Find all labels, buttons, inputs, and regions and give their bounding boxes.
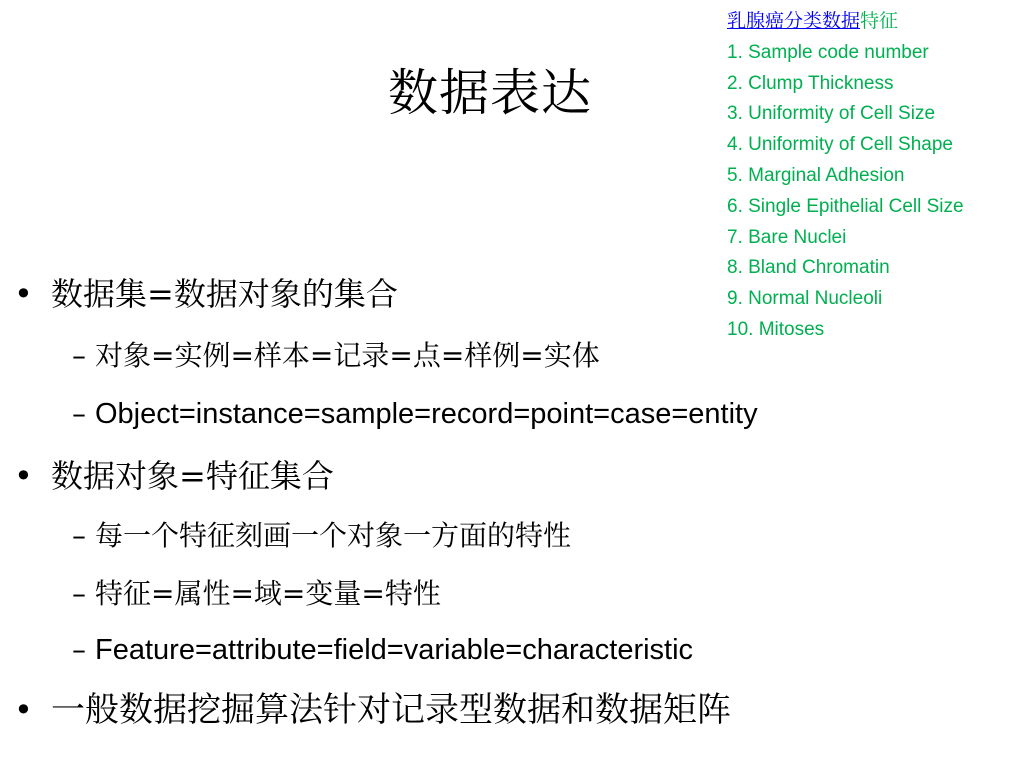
sub-bullet-text: 每一个特征刻画一个对象一方面的特性 [95,519,572,552]
bullet-marker: • [14,457,33,495]
bullet-text: 一般数据挖掘算法针对记录型数据和数据矩阵 [51,690,731,730]
feature-item: 3. Uniformity of Cell Size [727,103,936,125]
bullet-marker: • [14,691,33,729]
sub-bullet-text: 特征=属性=域=变量=特性 [95,577,441,610]
feature-item: 7. Bare Nuclei [727,226,847,248]
feature-item: 4. Uniformity of Cell Shape [727,134,953,156]
sub-bullet-text: Feature=attribute=field=variable=characteristic [95,634,694,666]
feature-item: 10. Mitoses [727,318,825,340]
feature-item: 8. Bland Chromatin [727,257,890,279]
dash-marker: – [72,397,86,430]
slide-title: 数据表达 [388,64,592,122]
bullet-marker: • [14,275,33,313]
dash-marker: – [72,633,86,666]
dash-marker: – [72,577,86,610]
feature-item: 2. Clump Thickness [727,72,894,94]
feature-item: 9. Normal Nucleoli [727,288,883,310]
breast-cancer-data-link[interactable]: 乳腺癌分类数据 [727,11,861,32]
dash-marker: – [72,519,86,552]
sidebar-heading [727,6,964,38]
bullet-text: 数据集=数据对象的集合 [51,275,398,313]
feature-sidebar [727,6,964,346]
dash-marker: – [72,339,86,372]
sub-bullet-text: Object=instance=sample=record=point=case=entity [95,398,758,430]
feature-item: 5. Marginal Adhesion [727,164,905,186]
feature-item: 1. Sample code number [727,41,929,63]
sub-bullet-text: 对象=实例=样本=记录=点=样例=实体 [95,339,600,372]
feature-item: 6. Single Epithelial Cell Size [727,195,964,217]
feature-list [727,38,964,346]
sidebar-heading-suffix: 特征 [860,10,899,32]
bullet-text: 数据对象=特征集合 [51,457,334,495]
